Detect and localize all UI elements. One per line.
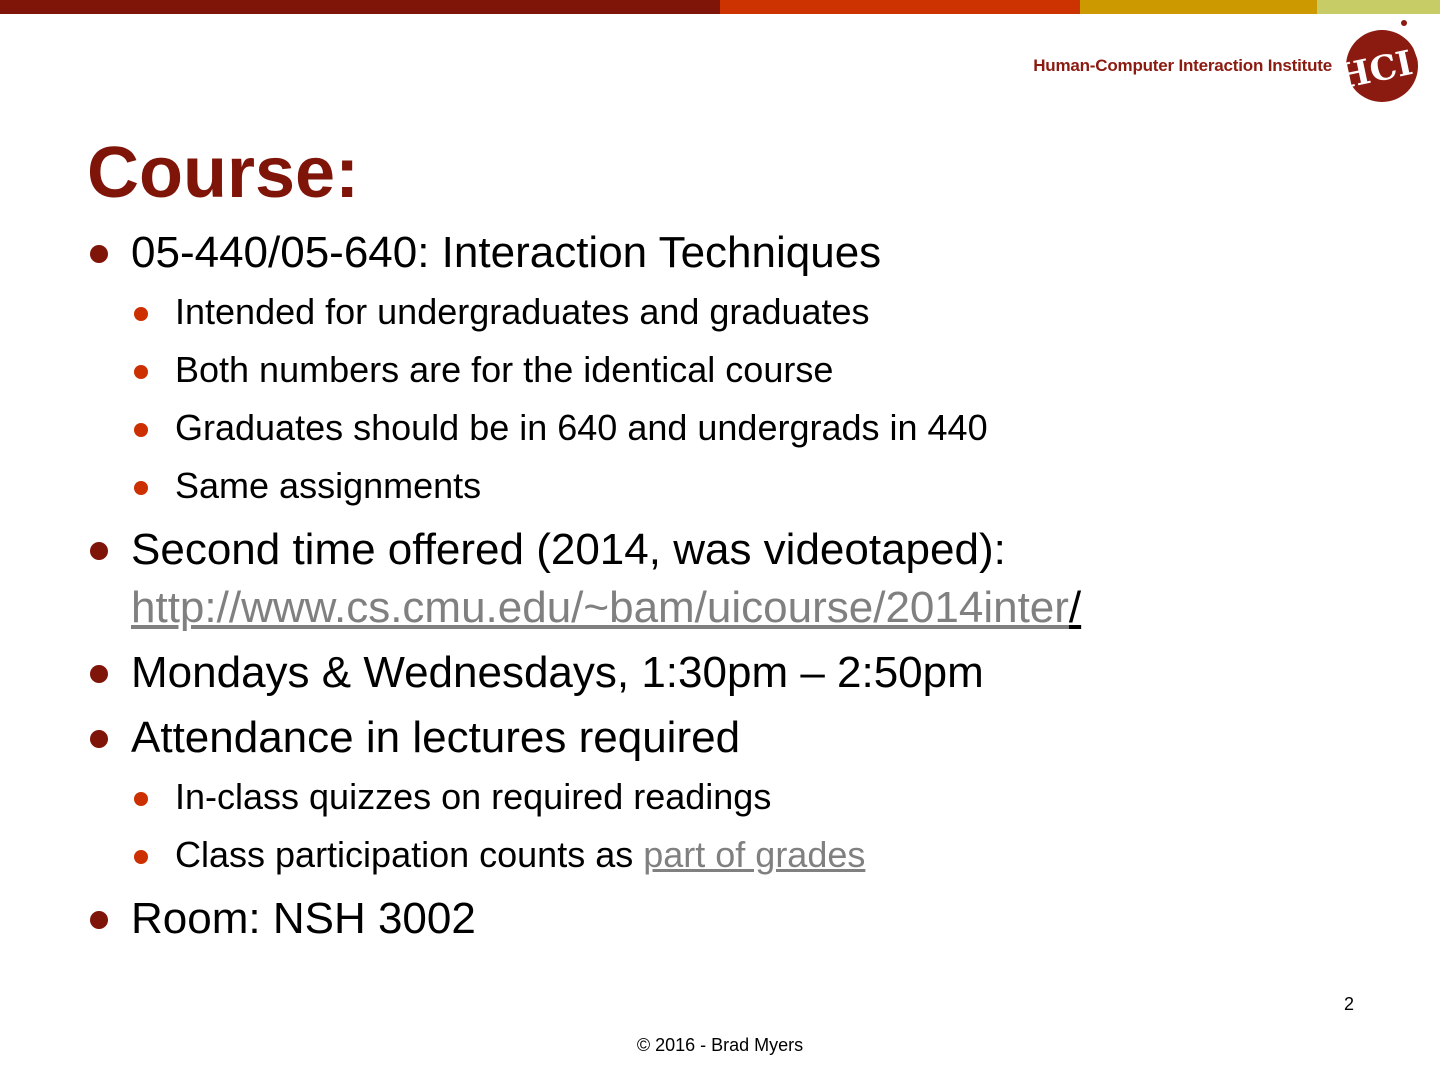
- slide-title: Course:: [87, 133, 360, 213]
- course-notes-list: [88, 289, 1368, 509]
- sub-bullet-text: Intended for undergraduates and graduates: [175, 291, 870, 332]
- hci-seal-text: HCI!: [1334, 40, 1431, 98]
- sub-bullet-dot-icon: [134, 850, 148, 864]
- hci-seal-icon: [1334, 18, 1431, 106]
- sub-bullet-dot-icon: [134, 423, 148, 437]
- slide-content: [88, 224, 1368, 955]
- institute-logo: [1020, 18, 1431, 106]
- institute-name: Human-Computer Interaction Institute: [1033, 56, 1332, 75]
- bullet-room-text: Room: NSH 3002: [131, 894, 476, 943]
- bullet-dot-icon: [90, 542, 108, 560]
- bullet-second-time: [88, 521, 1368, 637]
- page-number: 2: [1343, 994, 1354, 1014]
- bullet-schedule: [88, 644, 1368, 702]
- grades-link[interactable]: part of grades: [643, 834, 866, 875]
- top-bar-segment-orange: [720, 0, 1080, 14]
- bullet-course: [88, 224, 1368, 282]
- course-2014-link-tail: /: [1068, 583, 1082, 632]
- bullet-dot-icon: [90, 911, 108, 929]
- bullet-dot-icon: [90, 665, 108, 683]
- bullet-dot-icon: [90, 245, 108, 263]
- bullet-attendance-text: Attendance in lectures required: [131, 713, 741, 762]
- bullet-dot-icon: [90, 730, 108, 748]
- sub-bullet-quizzes: [88, 774, 1368, 820]
- sub-bullet-text: In-class quizzes on required readings: [175, 776, 772, 817]
- bullet-second-time-text: Second time offered (2014, was videotaped):: [131, 525, 1006, 574]
- top-bar-segment-dark-red: [0, 0, 720, 14]
- top-bar-segment-gold: [1080, 0, 1317, 14]
- sub-bullet-dot-icon: [134, 365, 148, 379]
- sub-bullet-dot-icon: [134, 307, 148, 321]
- attendance-notes-list: [88, 774, 1368, 878]
- bullet-room: [88, 890, 1368, 948]
- sub-bullet-numbers: [88, 405, 1368, 451]
- sub-bullet-dot-icon: [134, 792, 148, 806]
- course-2014-link[interactable]: http://www.cs.cmu.edu/~bam/uicourse/2014inter: [131, 583, 1069, 632]
- sub-bullet-text: Both numbers are for the identical course: [175, 349, 834, 390]
- sub-bullet-text: Graduates should be in 640 and undergrads in 440: [175, 407, 988, 448]
- bullet-attendance: [88, 709, 1368, 767]
- bullet-schedule-text: Mondays & Wednesdays, 1:30pm – 2:50pm: [131, 648, 984, 697]
- sub-bullet-participation: [88, 832, 1368, 878]
- bullet-course-text: 05-440/05-640: Interaction Techniques: [131, 228, 882, 277]
- sub-bullet-dot-icon: [134, 481, 148, 495]
- footer-copyright: © 2016 - Brad Myers: [636, 1035, 804, 1055]
- top-color-bar: [0, 0, 1440, 14]
- sub-bullet-text: Same assignments: [175, 465, 482, 506]
- sub-bullet-assignments: [88, 463, 1368, 509]
- top-bar-segment-olive: [1317, 0, 1440, 14]
- sub-bullet-text: Class participation counts as: [175, 834, 644, 875]
- sub-bullet-audience: [88, 289, 1368, 335]
- sub-bullet-identical: [88, 347, 1368, 393]
